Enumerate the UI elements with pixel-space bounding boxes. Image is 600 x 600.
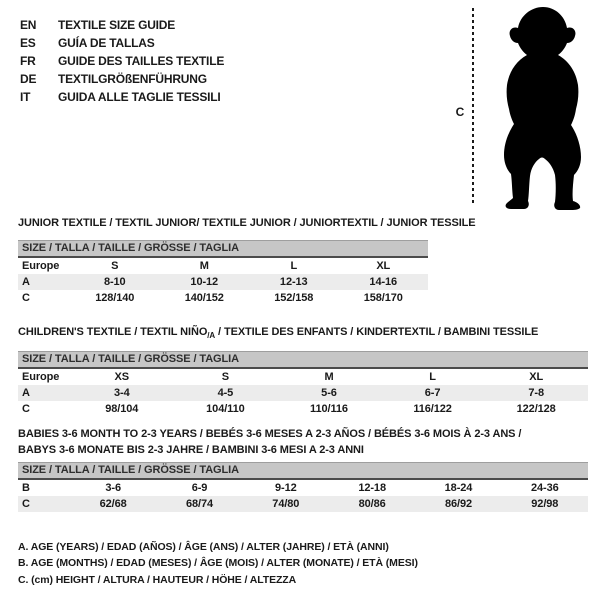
section-title-subscript: /A [207, 331, 216, 341]
size-cell: XL [529, 371, 544, 383]
section-title-line: BABIES 3-6 MONTH TO 2-3 YEARS / BEBÉS 3-6 MESES A 2-3 AÑOS / BÉBÉS 3-6 MOIS À 2-3 ANS / [18, 428, 522, 440]
language-row [20, 34, 224, 52]
language-code: DE [20, 72, 37, 86]
language-header [20, 16, 224, 106]
footnote-a: A. AGE (YEARS) / EDAD (AÑOS) / ÂGE (ANS) / ALTER (JAHRE) / ETÀ (ANNI) [18, 541, 389, 553]
section-title-part: / TEXTILE DES ENFANTS / KINDERTEXTIL / BAMBINI TESSILE [215, 326, 539, 338]
age-cell: 6-7 [424, 387, 441, 399]
table-row-europe [18, 369, 588, 385]
age-cell: 10-12 [190, 276, 219, 288]
height-cell: 152/158 [274, 292, 314, 304]
language-title: GUIDE DES TAILLES TEXTILE [58, 54, 225, 68]
age-cell: 6-9 [191, 482, 208, 494]
language-title: TEXTILE SIZE GUIDE [58, 18, 176, 32]
height-cell: 158/170 [363, 292, 403, 304]
row-label: C [22, 292, 30, 304]
age-cell: 12-18 [358, 482, 386, 494]
height-cell: 128/140 [95, 292, 135, 304]
language-row [20, 52, 224, 70]
row-label: Europe [22, 371, 60, 383]
section-title-junior: JUNIOR TEXTILE / TEXTIL JUNIOR/ TEXTILE JUNIOR / JUNIORTEXTIL / JUNIOR TESSILE [18, 217, 476, 229]
table-row-age [18, 385, 588, 401]
size-header-bar: SIZE / TALLA / TAILLE / GRÖSSE / TAGLIA [18, 240, 428, 258]
language-code: EN [20, 18, 37, 32]
size-cell: XS [114, 371, 130, 383]
age-cell: 3-6 [105, 482, 121, 494]
size-table-junior [18, 240, 428, 306]
baby-silhouette-icon [487, 5, 599, 211]
table-row-age-months [18, 480, 588, 496]
size-header-bar: SIZE / TALLA / TAILLE / GRÖSSE / TAGLIA [18, 462, 588, 480]
age-cell: 4-5 [217, 387, 234, 399]
size-table-children [18, 351, 588, 417]
height-cell: 98/104 [105, 403, 139, 415]
height-cell: 80/86 [358, 498, 386, 510]
height-cell: 68/74 [185, 498, 213, 510]
age-cell: 14-16 [369, 276, 398, 288]
row-label: B [22, 482, 30, 494]
language-row [20, 16, 224, 34]
age-cell: 5-6 [321, 387, 337, 399]
table-row-europe [18, 258, 428, 274]
size-cell: M [324, 371, 334, 383]
height-cell: 92/98 [531, 498, 559, 510]
age-cell: 24-36 [530, 482, 559, 494]
table-row-height [18, 496, 588, 512]
size-cell: M [199, 260, 209, 272]
language-code: IT [20, 90, 31, 104]
language-code: ES [20, 36, 36, 50]
size-cell: XL [376, 260, 391, 272]
footnote-c: C. (cm) HEIGHT / ALTURA / HAUTEUR / HÖHE / ALTEZZA [18, 573, 297, 586]
age-cell: 9-12 [275, 482, 297, 494]
height-cell: 62/68 [99, 498, 127, 510]
size-cell: S [221, 371, 230, 383]
section-title-part: CHILDREN'S TEXTILE / TEXTIL NIÑO [18, 326, 208, 338]
table-row-height [18, 290, 428, 306]
height-cell: 104/110 [206, 403, 245, 415]
table-row-height [18, 401, 588, 417]
height-cell: 74/80 [272, 498, 300, 510]
section-title-children [18, 324, 588, 344]
row-label: A [22, 276, 30, 288]
row-label: Europe [22, 260, 60, 272]
footnotes [18, 539, 418, 588]
height-cell: 86/92 [444, 498, 472, 510]
size-header-bar: SIZE / TALLA / TAILLE / GRÖSSE / TAGLIA [18, 351, 588, 369]
height-cell: 140/152 [184, 292, 224, 304]
size-cell: S [111, 260, 119, 272]
row-label: A [22, 387, 30, 399]
height-measure-label: C [455, 105, 465, 119]
language-code: FR [20, 54, 36, 68]
section-title-babies [18, 426, 588, 458]
language-title: GUÍA DE TALLAS [58, 36, 155, 50]
height-cell: 110/116 [310, 403, 348, 415]
age-cell: 8-10 [103, 276, 126, 288]
height-dashed-line [472, 8, 474, 206]
age-cell: 18-24 [444, 482, 473, 494]
height-cell: 122/128 [516, 403, 556, 415]
age-cell: 3-4 [113, 387, 130, 399]
language-title: GUIDA ALLE TAGLIE TESSILI [58, 90, 221, 104]
row-label: C [22, 403, 30, 415]
age-cell: 7-8 [528, 387, 544, 399]
size-table-babies [18, 462, 588, 512]
row-label: C [22, 498, 30, 510]
language-title: TEXTILGRÖßENFÜHRUNG [58, 72, 207, 86]
height-cell: 116/122 [413, 403, 452, 415]
section-title-line: BABYS 3-6 MONATE BIS 2-3 JAHRE / BAMBINI 3-6 MESI A 2-3 ANNI [18, 444, 364, 456]
language-row [20, 88, 224, 106]
size-cell: L [290, 260, 298, 272]
size-cell: L [429, 371, 436, 383]
table-row-age [18, 274, 428, 290]
language-row [20, 70, 224, 88]
footnote-b: B. AGE (MONTHS) / EDAD (MESES) / ÂGE (MOIS) / ALTER (MONATE) / ETÀ (MESI) [18, 557, 418, 570]
age-cell: 12-13 [279, 276, 308, 288]
